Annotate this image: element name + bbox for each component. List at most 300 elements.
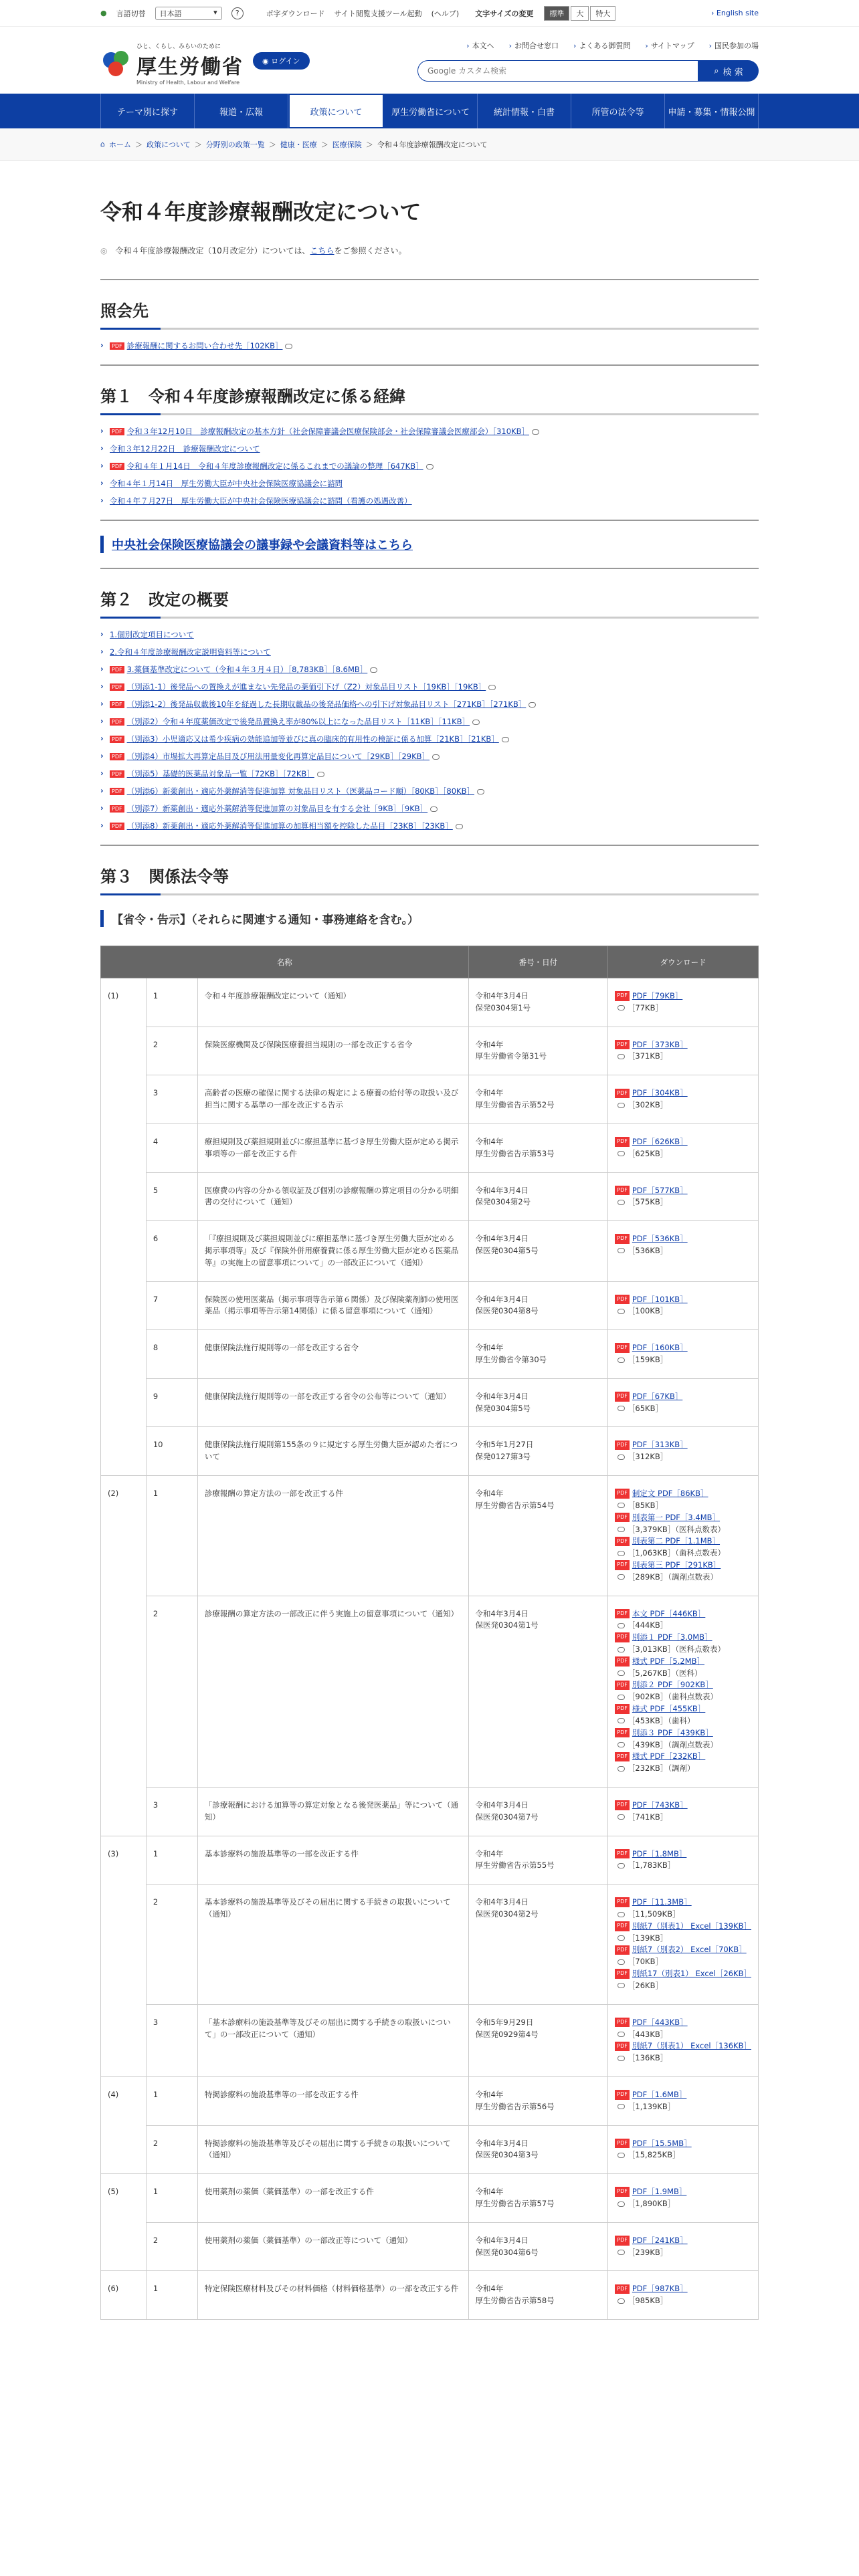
sec2-link[interactable]: › PDF （別添5）基礎的医薬品対象品一覧［72KB］［72KB］ (100, 768, 759, 779)
download-link[interactable]: PDF PDF［1.8MB］ (615, 1848, 751, 1860)
download-link[interactable]: PDF 別添３ PDF［439KB］ (615, 1727, 751, 1739)
logo-mark-icon (100, 48, 131, 79)
login-button[interactable]: ◉ ログイン (253, 52, 310, 70)
notice-link[interactable]: こちら (310, 246, 335, 255)
external-link-icon (477, 789, 484, 794)
global-nav (0, 94, 859, 128)
sec2-link[interactable]: › 1.個別改定項目について (100, 629, 759, 640)
pdf-icon: PDF (615, 1440, 630, 1450)
external-link-icon (317, 772, 324, 777)
globe-icon: ● (100, 9, 107, 17)
download-link[interactable]: PDF 別紙7（別表1） Excel［139KB］ (615, 1921, 751, 1933)
row-number-date: 令和5年9月29日 保医発0929第4号 (468, 2004, 608, 2076)
row-number: 1 (146, 2271, 197, 2320)
row-number: 2 (146, 2222, 197, 2271)
laws-table (100, 946, 759, 2320)
download-alt[interactable]: ［239KB］ (615, 2247, 751, 2259)
external-link-icon (617, 1151, 625, 1156)
lang-select[interactable]: 日本語 ▾ (155, 7, 222, 20)
breadcrumb-fields[interactable]: 分野別の政策一覧 (205, 140, 265, 149)
download-link[interactable]: PDF PDF［160KB］ (615, 1342, 751, 1354)
row-number: 10 (146, 1427, 197, 1476)
row-download (608, 978, 759, 1027)
pdf-icon: PDF (110, 342, 124, 350)
table-row (101, 1330, 759, 1379)
row-number-date: 令和4年 厚生労働省告示第52号 (468, 1075, 608, 1124)
pdf-icon: PDF (615, 2187, 630, 2196)
table-row (101, 2174, 759, 2223)
sec1-link[interactable]: › 令和３年12月22日 診療報酬改定について (100, 443, 759, 454)
external-link-icon (532, 429, 539, 435)
sec1-link[interactable]: › PDF 令和４年１月14日 令和４年度診療報酬改定に係るこれまでの議論の整理［647KB］ (100, 461, 759, 471)
download-alt[interactable]: ［1,783KB］ (615, 1860, 751, 1872)
download-link[interactable]: PDF PDF［101KB］ (615, 1294, 751, 1306)
download-link[interactable]: PDF 様式 PDF［5.2MB］ (615, 1656, 751, 1668)
sec1-link[interactable]: › 令和４年１月14日 厚生労働大臣が中央社会保険医療協議会に諮問 (100, 478, 759, 489)
download-link[interactable]: PDF PDF［577KB］ (615, 1185, 751, 1197)
logo[interactable] (100, 41, 244, 86)
pdf-icon: PDF (615, 1343, 630, 1352)
row-number: 6 (146, 1221, 197, 1281)
external-link-icon (617, 1005, 625, 1010)
download-link[interactable]: PDF 本文 PDF［446KB］ (615, 1608, 751, 1620)
breadcrumb-insurance[interactable]: 医療保険 (332, 140, 362, 149)
row-number-date: 令和4年 厚生労働省告示第57号 (468, 2174, 608, 2223)
row-number: 2 (146, 1885, 197, 2005)
pdf-icon: PDF (615, 1040, 630, 1049)
table-row (101, 1027, 759, 1075)
download-alt[interactable]: ［371KB］ (615, 1051, 751, 1063)
download-link[interactable]: PDF 様式 PDF［455KB］ (615, 1703, 751, 1715)
download-alt[interactable]: ［3,379KB］（医科点数表） (615, 1524, 751, 1536)
table-row (101, 1596, 759, 1787)
sec2-link[interactable]: › 2.令和４年度診療報酬改定説明資料等について (100, 647, 759, 657)
header-link-sitemap[interactable]: › サイトマップ (645, 40, 694, 51)
table-row (101, 1172, 759, 1221)
row-name: 令和４年度診療報酬改定について（通知） (197, 978, 468, 1027)
external-link-icon (617, 1503, 625, 1508)
external-link-icon (617, 1623, 625, 1628)
download-alt[interactable]: ［625KB］ (615, 1148, 751, 1160)
row-number: 1 (146, 2076, 197, 2125)
sec3-subheading: 【省令・告示】（それらに関連する通知・事務連絡を含む。） (100, 910, 759, 927)
download-link[interactable]: PDF 別添１ PDF［3.0MB］ (615, 1632, 751, 1644)
external-link-icon (617, 1959, 625, 1965)
download-link[interactable]: PDF 別表第三 PDF［291KB］ (615, 1560, 751, 1572)
external-link-icon (617, 1309, 625, 1314)
row-name: 医療費の内容の分かる領収証及び個別の診療報酬の算定項目の分かる明細書の交付について（通知） (197, 1172, 468, 1221)
download-alt[interactable]: ［70KB］ (615, 1956, 751, 1968)
chevron-down-icon: ▾ (213, 7, 217, 17)
download-alt[interactable]: ［985KB］ (615, 2295, 751, 2307)
nav-item-applications[interactable]: 申請・募集・情報公開 (665, 94, 759, 128)
header-link-participation[interactable]: › 国民参加の場 (709, 40, 759, 51)
row-number-date: 令和4年3月4日 保医発0304第1号 (468, 1596, 608, 1787)
download-link[interactable]: PDF PDF［241KB］ (615, 2235, 751, 2247)
pdf-icon: PDF (615, 1392, 630, 1401)
sec2-link[interactable]: › PDF 3.薬価基準改定について（令和４年３月４日）［8,783KB］［8.6MB］ (100, 664, 759, 675)
row-download (608, 1075, 759, 1124)
external-link-icon (617, 2202, 625, 2207)
row-download (608, 1885, 759, 2005)
download-alt[interactable]: ［26KB］ (615, 1980, 751, 1992)
external-link-icon (617, 1935, 625, 1941)
external-link-icon (617, 1863, 625, 1868)
row-number: 4 (146, 1123, 197, 1172)
help-icon[interactable]: ? (231, 7, 244, 19)
header (0, 27, 859, 94)
download-alt[interactable]: ［85KB］ (615, 1500, 751, 1512)
download-alt[interactable]: ［3,013KB］（医科点数表） (615, 1644, 751, 1656)
pdf-icon: PDF (615, 1295, 630, 1304)
table-row (101, 2271, 759, 2320)
search-input[interactable] (417, 60, 698, 82)
pdf-icon: PDF (615, 1752, 630, 1761)
row-number-date: 令和5年1月27日 保発0127第3号 (468, 1427, 608, 1476)
group-label: (1) (101, 978, 147, 1476)
download-link[interactable]: PDF PDF［304KB］ (615, 1087, 751, 1099)
col-header-number: 番号・日付 (468, 946, 608, 978)
external-link-icon (472, 720, 480, 725)
external-link-icon (617, 1527, 625, 1532)
external-link-icon (426, 464, 434, 469)
external-link-icon (617, 1766, 625, 1772)
row-download (608, 1596, 759, 1787)
download-alt[interactable]: ［312KB］ (615, 1451, 751, 1463)
pdf-icon: PDF (615, 1537, 630, 1546)
pdf-icon: PDF (615, 2090, 630, 2099)
pdf-icon: PDF (615, 1921, 630, 1931)
row-download (608, 2222, 759, 2271)
group-label: (6) (101, 2271, 147, 2320)
external-link-icon (285, 344, 292, 349)
external-link-icon (432, 754, 440, 760)
search-button[interactable]: ⌕ 検 索 (698, 60, 759, 82)
download-link[interactable]: PDF 別表第二 PDF［1.1MB］ (615, 1535, 751, 1547)
download-alt[interactable]: ［15,825KB］ (615, 2149, 751, 2161)
pdf-icon: PDF (615, 1632, 630, 1642)
external-link-icon (617, 1358, 625, 1363)
download-alt[interactable]: ［5,267KB］（医科） (615, 1668, 751, 1680)
pdf-icon: PDF (110, 753, 124, 760)
download-link[interactable]: PDF PDF［79KB］ (615, 990, 751, 1002)
row-download (608, 1427, 759, 1476)
download-link[interactable]: PDF 様式 PDF［232KB］ (615, 1751, 751, 1763)
nav-item-press[interactable]: 報道・広報 (195, 94, 288, 128)
logo-english: Ministry of Health, Labour and Welfare (136, 80, 240, 86)
row-download (608, 1172, 759, 1221)
download-alt[interactable]: ［11,509KB］ (615, 1909, 751, 1921)
external-link-icon (370, 667, 377, 673)
download-link[interactable]: PDF PDF［1.6MB］ (615, 2089, 751, 2101)
row-number: 8 (146, 1330, 197, 1379)
pdf-icon: PDF (615, 2139, 630, 2148)
search-icon: ⌕ (714, 66, 719, 76)
utility-bar (0, 0, 859, 27)
sec2-link[interactable]: › PDF （別添1-1）後発品への置換えが進まない先発品の薬価引下げ（Z2）対象品目リスト［19KB］［19KB］ (100, 681, 759, 692)
external-link-icon (617, 1455, 625, 1460)
pdf-icon: PDF (615, 2018, 630, 2027)
pdf-icon: PDF (615, 1969, 630, 1978)
row-download (608, 2125, 759, 2174)
download-alt[interactable]: ［289KB］（調剤点数表） (615, 1572, 751, 1584)
group-label: (5) (101, 2174, 147, 2271)
row-download (608, 1221, 759, 1281)
sec2-link[interactable]: › PDF （別添8）新薬創出・適応外薬解消等促進加算の加算相当額を控除した品目［23KB］［23KB］ (100, 821, 759, 831)
table-row (101, 1787, 759, 1836)
download-alt[interactable]: ［302KB］ (615, 1099, 751, 1111)
external-link-icon (617, 2153, 625, 2158)
row-number-date: 令和4年3月4日 保発0304第2号 (468, 1172, 608, 1221)
help-link[interactable]: (ヘルプ) (431, 9, 460, 18)
table-row (101, 1281, 759, 1330)
download-link[interactable]: PDF PDF［373KB］ (615, 1039, 751, 1051)
breadcrumb-home[interactable]: ホーム (108, 140, 131, 149)
sec1-list (100, 426, 759, 506)
nav-item-laws[interactable]: 所管の法令等 (571, 94, 665, 128)
table-row (101, 2222, 759, 2271)
sec1-link[interactable]: › PDF 令和３年12月10日 診療報酬改定の基本方針（社会保障審議会医療保険部会・社会保障審議会医療部会）［310KB］ (100, 426, 759, 437)
download-alt[interactable]: ［453KB］（歯科） (615, 1715, 751, 1727)
download-alt[interactable]: ［232KB］（調剤） (615, 1763, 751, 1775)
download-alt[interactable]: ［1,890KB］ (615, 2198, 751, 2210)
download-alt[interactable]: ［1,139KB］ (615, 2101, 751, 2113)
sec2-link[interactable]: › PDF （別添4）市場拡大再算定品目及び用法用量変化再算定品目について［29KB］［29KB］ (100, 751, 759, 762)
pdf-icon: PDF (110, 683, 124, 691)
nav-item-statistics[interactable]: 統計情報・白書 (478, 94, 571, 128)
user-icon: ◉ (262, 57, 272, 66)
row-download (608, 2174, 759, 2223)
row-number-date: 令和4年 厚生労働省告示第56号 (468, 2076, 608, 2125)
download-alt[interactable]: ［77KB］ (615, 1002, 751, 1014)
row-name: 「診療報酬における加算等の算定対象となる後発医薬品」等について（通知） (197, 1787, 468, 1836)
row-number-date: 令和4年3月4日 保医発0304第2号 (468, 1885, 608, 2005)
header-link-main[interactable]: › 本文へ (466, 40, 494, 51)
pdf-icon: PDF (110, 770, 124, 778)
pdf-icon: PDF (615, 2236, 630, 2245)
table-row (101, 1885, 759, 2005)
site-support-link[interactable]: サイト閲覧支援ツール起動 (334, 9, 422, 18)
row-download (608, 1836, 759, 1885)
pdf-icon: PDF (615, 1137, 630, 1146)
download-link[interactable]: PDF PDF［15.5MB］ (615, 2138, 751, 2150)
pdf-icon: PDF (615, 2042, 630, 2051)
breadcrumb-policy[interactable]: 政策について (146, 140, 191, 149)
pdf-icon: PDF (615, 1849, 630, 1858)
download-alt[interactable]: ［443KB］ (615, 2029, 751, 2041)
notice: ◎ 令和４年度診療報酬改定（10月改定分）については、こちらをご参照ください。 (100, 246, 407, 255)
external-link-icon (617, 1551, 625, 1556)
fontsize-label: 文字サイズの変更 (475, 9, 534, 18)
external-link-icon (430, 807, 438, 812)
sec2-link[interactable]: › PDF （別添1-2）後発品収載後10年を経過した長期収載品の後発品価格への引下げ対象品目リスト［271KB］［271KB］ (100, 699, 759, 710)
row-number: 9 (146, 1378, 197, 1427)
row-number-date: 令和4年3月4日 保医発0304第6号 (468, 2222, 608, 2271)
row-number-date: 令和4年 厚生労働省令第30号 (468, 1330, 608, 1379)
logo-title: 厚生労働省 (136, 56, 244, 79)
search-box (417, 60, 759, 82)
row-download (608, 2004, 759, 2076)
download-link[interactable]: PDF PDF［11.3MB］ (615, 1897, 751, 1909)
pdf-icon: PDF (615, 1489, 630, 1498)
row-name: 高齢者の医療の確保に関する法律の規定による療養の給付等の取扱い及び担当に関する基準の一部を改正する告示 (197, 1075, 468, 1124)
breadcrumb-current: 令和４年度診療報酬改定について (377, 140, 488, 149)
external-link-icon (617, 1054, 625, 1059)
header-links (466, 40, 759, 51)
external-link-icon (617, 1983, 625, 1988)
sec2-link[interactable]: › PDF （別添2）令和４年度薬価改定で後発品置換え率が80%以上になった品目リスト［11KB］［11KB］ (100, 716, 759, 727)
row-number: 2 (146, 1027, 197, 1075)
row-number: 3 (146, 1075, 197, 1124)
sec1-heading: 第１ 令和４年度診療報酬改定に係る経緯 (100, 387, 405, 406)
sec2-link[interactable]: › PDF （別添7）新薬創出・適応外薬解消等促進加算の対象品目を有する会社［9KB］［9KB］ (100, 803, 759, 814)
external-link-icon (617, 1647, 625, 1652)
row-name: 特定保険医療材料及びその材料価格（材料価格基準）の一部を改正する件 (197, 2271, 468, 2320)
pdf-icon: PDF (615, 1728, 630, 1737)
row-number-date: 令和4年 厚生労働省告示第54号 (468, 1476, 608, 1596)
download-link[interactable]: PDF 別添２ PDF［902KB］ (615, 1679, 751, 1691)
pdf-icon: PDF (615, 1234, 630, 1243)
download-alt[interactable]: ［159KB］ (615, 1354, 751, 1366)
header-link-faq[interactable]: › よくある御質問 (573, 40, 630, 51)
download-link[interactable]: PDF 制定文 PDF［86KB］ (615, 1488, 751, 1500)
download-alt[interactable]: ［536KB］ (615, 1245, 751, 1257)
external-link-icon (529, 702, 536, 708)
row-download (608, 1027, 759, 1075)
download-link[interactable]: PDF PDF［536KB］ (615, 1233, 751, 1245)
external-link-icon (617, 1406, 625, 1411)
group-label: (2) (101, 1476, 147, 1836)
external-link-icon (617, 2298, 625, 2304)
row-name: 保険医療機関及び保険医療養担当規則の一部を改正する省令 (197, 1027, 468, 1075)
pdf-icon: PDF (110, 823, 124, 830)
pdf-icon: PDF (615, 1945, 630, 1955)
row-name: 「基本診療料の施設基準等及びその届出に関する手続きの取扱いについて」の一部改正について（通知） (197, 2004, 468, 2076)
download-link[interactable]: PDF 別紙7（別表1） Excel［136KB］ (615, 2040, 751, 2052)
breadcrumb: ⌂ ホーム ＞ 政策について ＞ 分野別の政策一覧 ＞ 健康・医療 ＞ 医療保険 ＞ 令和４年度診療報酬改定について (0, 128, 859, 160)
header-link-contact[interactable]: › お問合せ窓口 (509, 40, 559, 51)
pdf-icon: PDF (615, 1560, 630, 1570)
download-alt[interactable]: ［139KB］ (615, 1933, 751, 1945)
pdf-icon: PDF (615, 1897, 630, 1907)
row-name: 療担規則及び薬担規則並びに療担基準に基づき厚生労働大臣が定める掲示事項等の一部を改正する件 (197, 1123, 468, 1172)
sec2-heading: 第２ 改定の概要 (100, 591, 229, 609)
row-download (608, 1787, 759, 1836)
download-link[interactable]: PDF PDF［987KB］ (615, 2283, 751, 2295)
pdf-icon: PDF (110, 805, 124, 813)
breadcrumb-health[interactable]: 健康・医療 (280, 140, 317, 149)
download-alt[interactable]: ［741KB］ (615, 1812, 751, 1824)
row-name: 特掲診療料の施設基準等の一部を改正する件 (197, 2076, 468, 2125)
download-link[interactable]: PDF PDF［67KB］ (615, 1391, 751, 1403)
contact-heading: 照会先 (100, 302, 149, 320)
row-number-date: 令和4年3月4日 保医発0304第8号 (468, 1281, 608, 1330)
external-link-icon (617, 2250, 625, 2255)
pdf-icon: PDF (615, 1704, 630, 1713)
download-link[interactable]: PDF PDF［743KB］ (615, 1800, 751, 1812)
sec1-link[interactable]: › 令和４年７月27日 厚生労働大臣が中央社会保険医療協議会に諮問（看護の処遇改善） (100, 496, 759, 506)
download-link[interactable]: PDF PDF［626KB］ (615, 1136, 751, 1148)
row-name: 使用薬剤の薬価（薬価基準）の一部改正等について（通知） (197, 2222, 468, 2271)
download-link[interactable]: PDF PDF［443KB］ (615, 2017, 751, 2029)
download-alt[interactable]: ［100KB］ (615, 1305, 751, 1317)
page-title: 令和４年度診療報酬改定について (100, 199, 421, 225)
row-name: 健康保険法施行規則第155条の９に規定する厚生労働大臣が認めた者について (197, 1427, 468, 1476)
pdf-icon: PDF (615, 2284, 630, 2294)
lang-label: 言語切替 (116, 9, 146, 18)
row-name: 基本診療料の施設基準等の一部を改正する件 (197, 1836, 468, 1885)
download-link[interactable]: PDF 別紙17（別表1） Excel［26KB］ (615, 1968, 751, 1980)
row-download (608, 2076, 759, 2125)
row-number: 3 (146, 2004, 197, 2076)
row-name: 健康保険法施行規則等の一部を改正する省令 (197, 1330, 468, 1379)
pdf-icon: PDF (615, 1186, 630, 1195)
row-number: 2 (146, 1596, 197, 1787)
download-alt[interactable]: ［902KB］（歯科点数表） (615, 1691, 751, 1703)
contact-link[interactable]: › PDF 診療報酬に関するお問い合わせ先［102KB］ (100, 340, 759, 351)
download-alt[interactable]: ［444KB］ (615, 1620, 751, 1632)
pdf-icon: PDF (615, 1800, 630, 1810)
nav-item-themes[interactable]: テーマ別に探す (100, 94, 195, 128)
download-alt[interactable]: ［1,063KB］（歯科点数表） (615, 1547, 751, 1560)
nav-item-about[interactable]: 厚生労働省について (384, 94, 478, 128)
download-link[interactable]: ポ字ダウンロード (266, 9, 325, 18)
row-name: 保険医の使用医薬品（掲示事項等告示第６関係）及び保険薬剤師の使用医薬品（掲示事項等告示第14関係）に係る留意事項について（通知） (197, 1281, 468, 1330)
size-large-button[interactable]: 大 (571, 6, 589, 21)
size-standard-button[interactable]: 標準 (544, 6, 569, 21)
download-alt[interactable]: ［439KB］（調剤点数表） (615, 1739, 751, 1751)
table-row (101, 1836, 759, 1885)
table-row (101, 2076, 759, 2125)
external-link-icon (617, 1718, 625, 1723)
table-row (101, 1476, 759, 1596)
pdf-icon: PDF (615, 1089, 630, 1098)
download-link[interactable]: PDF 別紙7（別表2） Excel［70KB］ (615, 1944, 751, 1956)
row-number-date: 令和4年3月4日 保医発0304第3号 (468, 2125, 608, 2174)
english-site-link[interactable]: › English site (711, 9, 759, 17)
pdf-icon: PDF (615, 1656, 630, 1666)
table-row (101, 1221, 759, 1281)
row-number-date: 令和4年3月4日 保発0304第1号 (468, 978, 608, 1027)
row-number: 3 (146, 1787, 197, 1836)
external-link-icon (617, 1200, 625, 1205)
sec2-link[interactable]: › PDF （別添3）小児適応又は希少疾病の効能追加等並びに真の臨床的有用性の検証に係る加算［21KB］［21KB］ (100, 734, 759, 744)
row-number-date: 令和4年 厚生労働省告示第55号 (468, 1836, 608, 1885)
sec2-link[interactable]: › PDF （別添6）新薬創出・適応外薬解消等促進加算 対象品目リスト（医薬品コード順）［80KB］［80KB］ (100, 786, 759, 796)
table-row (101, 1075, 759, 1124)
size-xlarge-button[interactable]: 特大 (590, 6, 615, 21)
row-download (608, 1123, 759, 1172)
pdf-icon: PDF (615, 991, 630, 1000)
pdf-icon: PDF (110, 463, 124, 470)
table-row (101, 1427, 759, 1476)
row-number-date: 令和4年 厚生労働省告示第58号 (468, 2271, 608, 2320)
download-link[interactable]: PDF PDF［1.9MB］ (615, 2186, 751, 2198)
group-label: (4) (101, 2076, 147, 2173)
download-link[interactable]: PDF PDF［313KB］ (615, 1439, 751, 1451)
row-number-date: 令和4年 厚生労働省告示第53号 (468, 1123, 608, 1172)
nav-item-policy[interactable]: 政策について (288, 94, 384, 128)
row-download (608, 2271, 759, 2320)
download-link[interactable]: PDF 別表第一 PDF［3.4MB］ (615, 1512, 751, 1524)
download-alt[interactable]: ［575KB］ (615, 1196, 751, 1208)
download-alt[interactable]: ［136KB］ (615, 2052, 751, 2064)
row-number: 5 (146, 1172, 197, 1221)
download-alt[interactable]: ［65KB］ (615, 1403, 751, 1415)
row-number-date: 令和4年3月4日 保医発0304第5号 (468, 1221, 608, 1281)
chuikyo-banner[interactable]: 中央社会保険医療協議会の議事録や会議資料等はこちら (100, 536, 759, 553)
external-link-icon (617, 2104, 625, 2109)
